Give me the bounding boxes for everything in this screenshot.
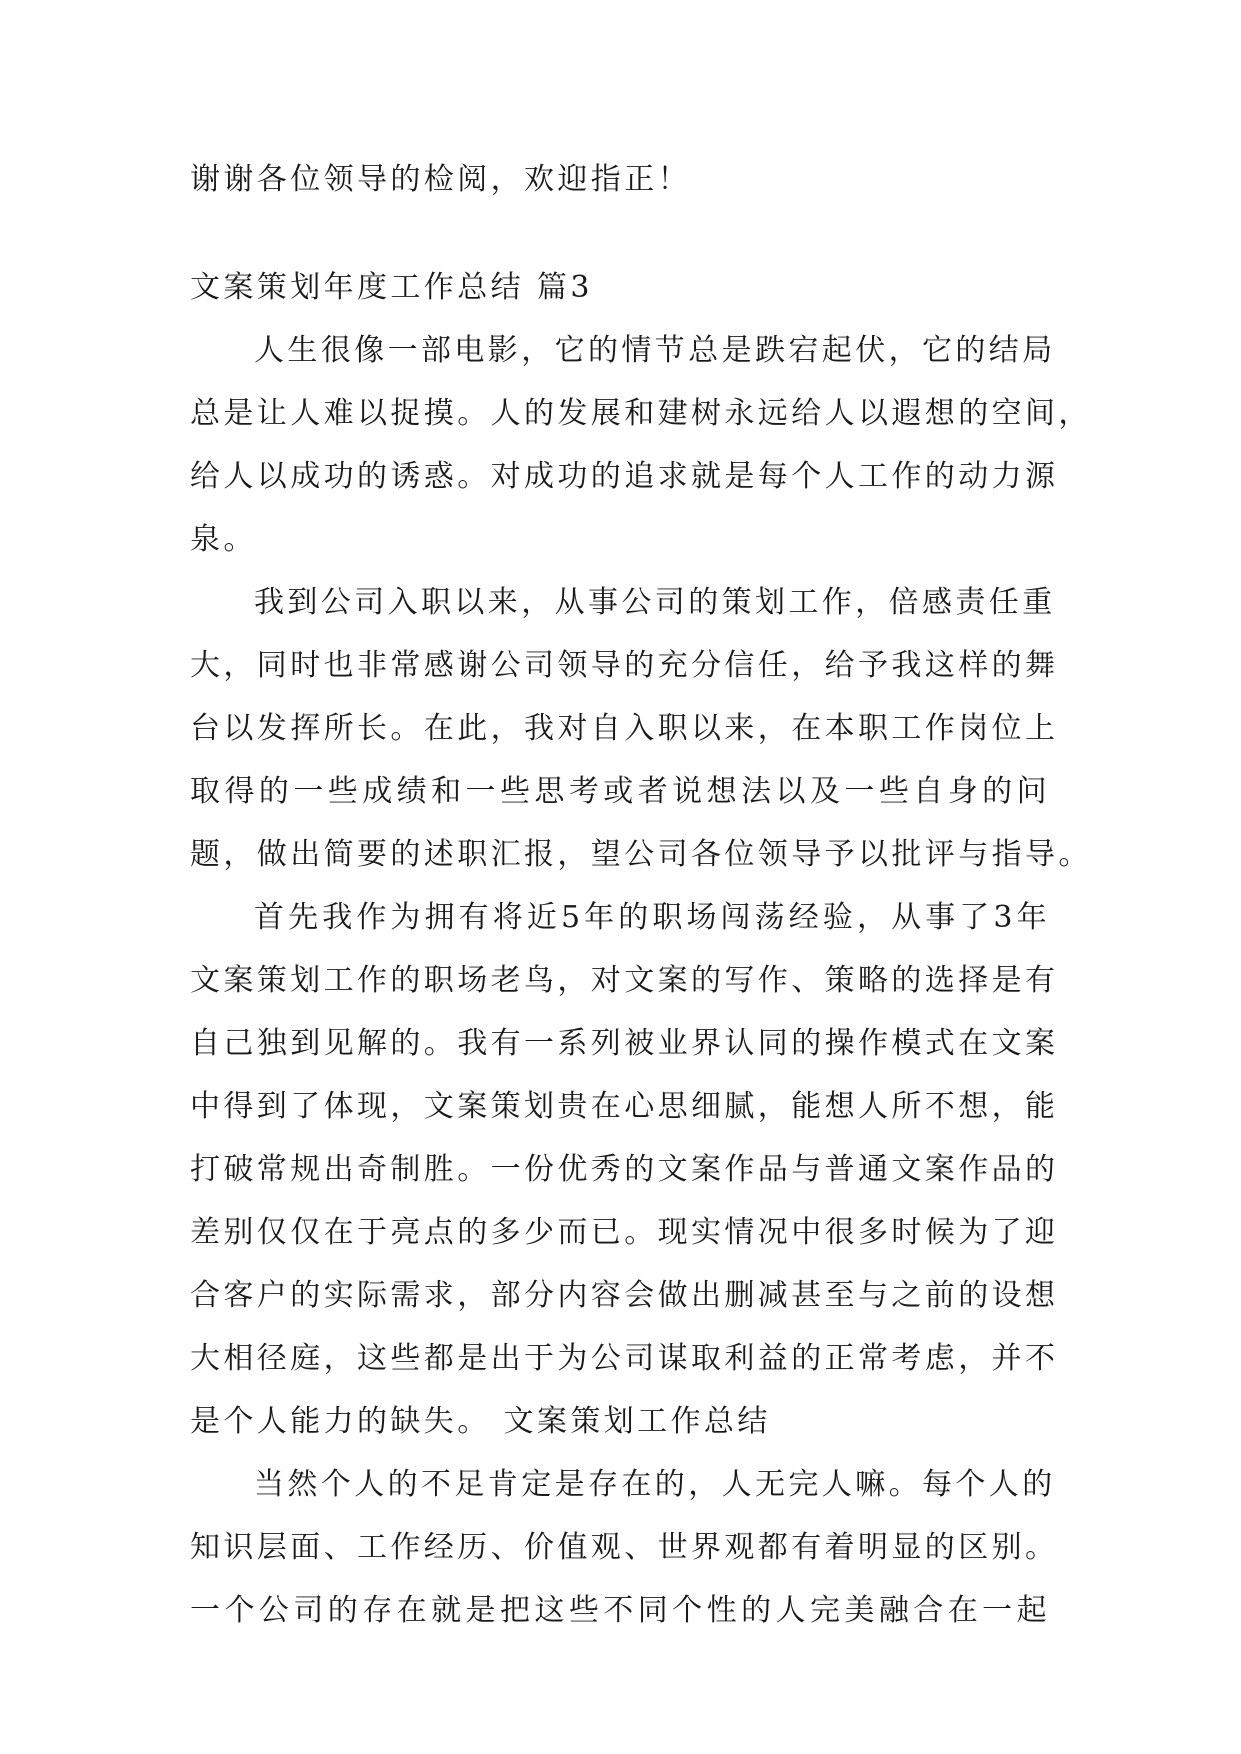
paragraph-line: 是个人能力的缺失。 文案策划工作总结 <box>190 1404 771 1439</box>
paragraph-line: 给人以成功的诱惑。对成功的追求就是每个人工作的动力源 <box>190 459 1059 494</box>
paragraph-line: 取得的一些成绩和一些思考或者说想法以及一些自身的问 <box>190 774 1050 809</box>
section-spacer <box>190 201 1050 266</box>
paragraph-line: 知识层面、工作经历、价值观、世界观都有着明显的区别。 <box>190 1530 1059 1565</box>
paragraph-line: 台以发挥所长。在此，我对自入职以来，在本职工作岗位上 <box>190 711 1059 746</box>
paragraph-line: 打破常规出奇制胜。一份优秀的文案作品与普通文案作品的 <box>190 1152 1059 1187</box>
paragraph-line: 我到公司入职以来，从事公司的策划工作，倍感责任重 <box>254 585 1056 620</box>
paragraph-4 <box>190 1463 1059 1632</box>
paragraph-line: 一个公司的存在就是把这些不同个性的人完美融合在一起 <box>190 1593 1050 1628</box>
paragraph-line: 中得到了体现，文案策划贵在心思细腻，能想人所不想，能 <box>190 1089 1059 1124</box>
paragraph-line: 合客户的实际需求，部分内容会做出删减甚至与之前的设想 <box>190 1278 1059 1313</box>
section-title: 文案策划年度工作总结 篇3 <box>190 270 593 305</box>
paragraph-line: 差别仅仅在于亮点的多少而已。现实情况中很多时候为了迎 <box>190 1215 1059 1250</box>
paragraph-line: 题，做出简要的述职汇报，望公司各位领导予以批评与指导。 <box>190 837 1092 872</box>
paragraph-line: 泉。 <box>190 522 257 557</box>
paragraph-line: 首先我作为拥有将近5年的职场闯荡经验，从事了3年 <box>254 900 1050 935</box>
paragraph-line: 大，同时也非常感谢公司领导的充分信任，给予我这样的舞 <box>190 648 1059 683</box>
paragraph-2 <box>190 581 1092 876</box>
paragraph-line: 文案策划工作的职场老鸟，对文案的写作、策略的选择是有 <box>190 963 1059 998</box>
paragraph-line: 自己独到见解的。我有一系列被业界认同的操作模式在文案 <box>190 1026 1059 1061</box>
document-body <box>190 158 1092 1632</box>
paragraph-line: 总是让人难以捉摸。人的发展和建树永远给人以遐想的空间， <box>190 396 1092 431</box>
paragraph-1 <box>190 329 1092 561</box>
paragraph-line: 人生很像一部电影，它的情节总是跌宕起伏，它的结局 <box>254 333 1056 368</box>
paragraph-3 <box>190 896 1059 1443</box>
title-spacer <box>190 309 1050 329</box>
closing-line: 谢谢各位领导的检阅，欢迎指正！ <box>190 162 691 197</box>
paragraph-line: 当然个人的不足肯定是存在的，人无完人嘛。每个人的 <box>254 1467 1056 1502</box>
paragraph-line: 大相径庭，这些都是出于为公司谋取利益的正常考虑，并不 <box>190 1341 1059 1376</box>
